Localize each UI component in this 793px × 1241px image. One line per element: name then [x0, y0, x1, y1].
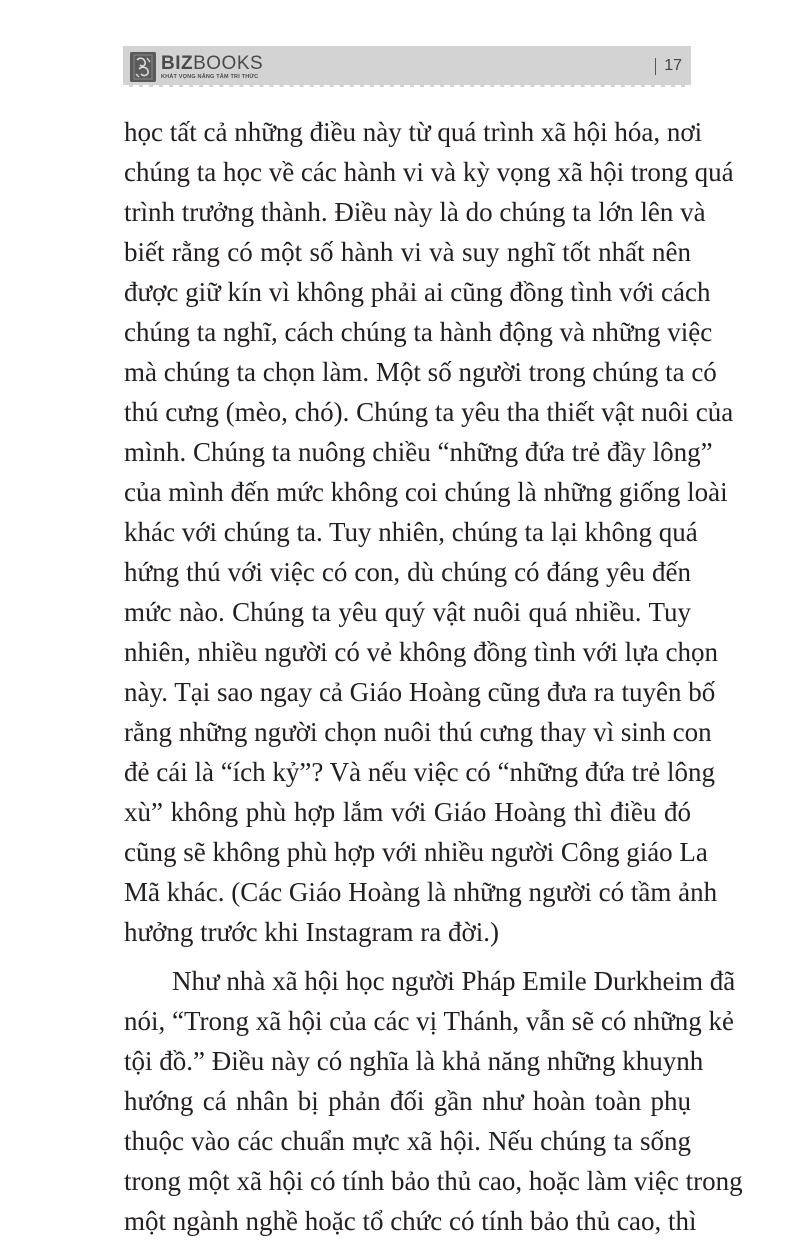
- brand-tagline: KHÁT VỌNG NÂNG TẦM TRI THỨC: [161, 73, 259, 80]
- paragraph-spacer: [124, 952, 691, 961]
- text-line: chúng ta học về các hành vi và kỳ vọng xã hội trong quá: [124, 157, 734, 187]
- page-number-separator: [655, 58, 656, 75]
- text-line: được giữ kín vì không phải ai cũng đồng tình với cách: [124, 277, 711, 307]
- brand-name: [161, 54, 263, 73]
- text-line: thú cưng (mèo, chó). Chúng ta yêu tha thiết vật nuôi của: [124, 397, 734, 427]
- text-line: này. Tại sao ngay cả Giáo Hoàng cũng đưa ra tuyên bố: [124, 677, 716, 707]
- paragraph-1: [124, 112, 734, 952]
- text-line: nói, “Trong xã hội của các vị Thánh, vẫn sẽ có những kẻ: [124, 1006, 734, 1036]
- text-line: xù” không phù hợp lắm với Giáo Hoàng thì điều đó: [124, 797, 691, 827]
- text-line: trong một xã hội có tính bảo thủ cao, hoặc làm việc trong: [124, 1166, 743, 1196]
- brand-name-regular: BOOKS: [193, 52, 264, 74]
- text-line: biết rằng có một số hành vi và suy nghĩ tốt nhất nên: [124, 237, 691, 267]
- text-line: hứng thú với việc có con, dù chúng có đáng yêu đến: [124, 557, 691, 587]
- text-line: đẻ cái là “ích kỷ”? Và nếu việc có “những đứa trẻ lông: [124, 757, 716, 787]
- bizbooks-logo-icon: [130, 52, 156, 82]
- body-text: [124, 112, 743, 1241]
- text-line: Mã khác. (Các Giáo Hoàng là những người có tầm ảnh: [124, 877, 718, 907]
- text-line: nhiên, nhiều người có vẻ không đồng tình với lựa chọn: [124, 637, 718, 667]
- text-line: chúng ta nghĩ, cách chúng ta hành động và những việc: [124, 317, 713, 347]
- text-line: thuộc vào các chuẩn mực xã hội. Nếu chúng ta sống: [124, 1126, 691, 1156]
- text-line: khác với chúng ta. Tuy nhiên, chúng ta lại không quá: [124, 517, 698, 547]
- text-line: học tất cả những điều này từ quá trình xã hội hóa, nơi: [124, 117, 703, 147]
- text-line: mình. Chúng ta nuông chiều “những đứa trẻ đầy lông”: [124, 437, 713, 467]
- text-line: tội đồ.” Điều này có nghĩa là khả năng những khuynh: [124, 1046, 704, 1076]
- paragraph-2: [124, 961, 743, 1241]
- logo-text: [161, 54, 263, 81]
- text-line: của mình đến mức không coi chúng là những giống loài: [124, 477, 728, 507]
- text-line: Như nhà xã hội học người Pháp Emile Durkheim đã: [172, 966, 736, 996]
- brand-name-bold: BIZ: [161, 52, 194, 74]
- text-line: rằng những người chọn nuôi thú cưng thay vì sinh con: [124, 717, 712, 747]
- publisher-logo: [130, 51, 263, 83]
- text-line: trình trưởng thành. Điều này là do chúng ta lớn lên và: [124, 197, 706, 227]
- page-number-value: 17: [664, 57, 682, 74]
- text-line: mức nào. Chúng ta yêu quý vật nuôi quá nhiều. Tuy: [124, 597, 691, 627]
- running-header: [123, 46, 691, 87]
- text-line: hướng cá nhân bị phản đối gần như hoàn toàn phụ: [124, 1086, 691, 1116]
- text-line: cũng sẽ không phù hợp với nhiều người Công giáo La: [124, 837, 708, 867]
- page-number: [655, 57, 682, 75]
- text-line: hưởng trước khi Instagram ra đời.): [124, 917, 500, 947]
- text-line: một ngành nghề hoặc tổ chức có tính bảo thủ cao, thì: [124, 1206, 697, 1236]
- text-line: mà chúng ta chọn làm. Một số người trong chúng ta có: [124, 357, 717, 387]
